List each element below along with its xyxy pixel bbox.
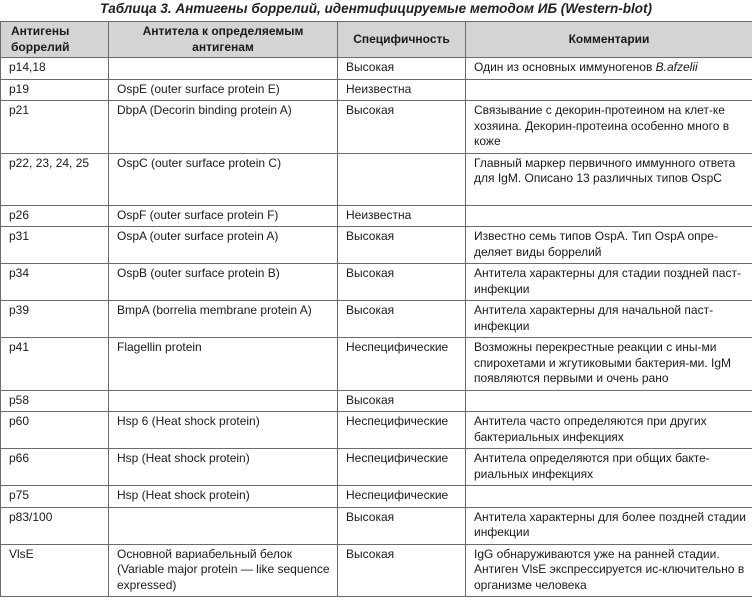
cell-comment [466, 58, 752, 80]
cell-antibody [109, 507, 338, 544]
cell-antigen-text: p58 [9, 392, 30, 407]
cell-antigen [1, 412, 109, 449]
cell-antibody-text: BmpA (borrelia membrane protein A) [117, 303, 312, 317]
cell-antigen [1, 264, 109, 301]
cell-antigen [1, 301, 109, 338]
table-row [1, 101, 752, 154]
cell-comment-text: Возможны перекрестные реакции с ины-ми спирохетами и жгутиковыми бактерия-ми. IgM появляются первыми и очень рано [474, 340, 732, 385]
table-row [1, 412, 752, 449]
cell-specificity [338, 101, 466, 154]
cell-specificity [338, 153, 466, 205]
cell-antibody [109, 264, 338, 301]
cell-specificity-text: Неизвестна [346, 81, 412, 96]
cell-antigen [1, 227, 109, 264]
cell-specificity-text: Высокая [346, 103, 395, 117]
cell-antibody-text: OspE (outer surface protein E) [117, 81, 280, 96]
cell-comment-text: Известно семь типов OspA. Тип OspA опре-деляет виды боррелий [474, 229, 718, 259]
table-row [1, 449, 752, 486]
cell-specificity-text: Неспецифические [346, 488, 449, 502]
cell-antibody-text: Hsp 6 (Heat shock protein) [117, 414, 260, 428]
cell-antigen-text: p66 [9, 451, 30, 465]
cell-antigen-text: p26 [9, 207, 30, 222]
cell-antibody-text: Hsp (Heat shock protein) [117, 488, 250, 502]
cell-specificity [338, 79, 466, 101]
cell-antibody [109, 449, 338, 486]
cell-antibody [109, 486, 338, 508]
table-caption: Таблица 3. Антигены боррелий, идентифицируемые методом ИБ (Western-blot) [99, 1, 653, 16]
cell-antigen [1, 58, 109, 80]
cell-antigen-text: p31 [9, 229, 30, 243]
cell-antigen [1, 507, 109, 544]
cell-specificity-text: Неспецифические [346, 451, 449, 465]
cell-antigen [1, 153, 109, 205]
cell-antibody [109, 338, 338, 391]
cell-antigen-text: p22, 23, 24, 25 [9, 155, 90, 170]
cell-antigen [1, 544, 109, 597]
cell-specificity-text: Неизвестна [346, 207, 412, 222]
cell-antibody [109, 101, 338, 154]
header-antibodies: Антитела к определяемым антигенам [109, 22, 338, 58]
cell-specificity [338, 264, 466, 301]
header-comments: Комментарии [466, 22, 752, 58]
cell-antigen-text: p19 [9, 81, 30, 96]
cell-specificity [338, 301, 466, 338]
table-row [1, 544, 752, 597]
cell-comment [466, 301, 752, 338]
cell-antibody-text: DbpA (Decorin binding protein A) [117, 103, 292, 117]
cell-comment [466, 79, 752, 101]
cell-comment [466, 449, 752, 486]
cell-comment [466, 390, 752, 412]
cell-comment-text: Антитела часто определяются при других бактериальных инфекциях [474, 414, 707, 444]
cell-comment-text: Один из основных иммуногенов [474, 60, 656, 74]
cell-comment [466, 153, 752, 205]
cell-antibody [109, 79, 338, 101]
cell-antigen-text: p41 [9, 340, 30, 354]
cell-comment-text: Связывание с декорин-протеином на клет-ке хозяина. Декорин-протеина особенно много в коже [474, 103, 730, 148]
cell-antibody-text: Hsp (Heat shock protein) [117, 451, 250, 465]
cell-antigen [1, 390, 109, 412]
cell-specificity [338, 544, 466, 597]
cell-comment [466, 264, 752, 301]
cell-antibody [109, 58, 338, 80]
cell-specificity-text: Неспецифические [346, 414, 449, 428]
header-specificity: Специфичность [338, 22, 466, 58]
cell-antigen-text: VlsE [9, 546, 34, 561]
cell-specificity-text: Высокая [346, 229, 395, 243]
cell-antibody [109, 301, 338, 338]
cell-antigen [1, 205, 109, 227]
cell-antigen [1, 486, 109, 508]
cell-antibody-text: OspA (outer surface protein A) [117, 229, 279, 243]
cell-antigen [1, 101, 109, 154]
cell-comment-text: Антитела характерны для стадии поздней паст-инфекции [474, 266, 741, 296]
antigens-table [0, 21, 752, 597]
cell-specificity [338, 507, 466, 544]
table-row [1, 58, 752, 80]
cell-specificity [338, 449, 466, 486]
cell-antigen [1, 449, 109, 486]
cell-specificity [338, 390, 466, 412]
table-body [1, 58, 752, 597]
table-row [1, 390, 752, 412]
cell-antigen-text: p34 [9, 266, 30, 280]
species-name: B.afzelii [655, 60, 698, 74]
table-row [1, 227, 752, 264]
table-row [1, 153, 752, 205]
cell-antibody [109, 205, 338, 227]
cell-specificity [338, 412, 466, 449]
cell-antibody-text: Основной вариабельный белок (Variable major protein — like sequence expressed) [117, 546, 330, 592]
cell-antibody-text: OspF (outer surface protein F) [117, 207, 279, 222]
cell-comment [466, 205, 752, 227]
cell-antibody [109, 390, 338, 412]
header-antigens: Антигены боррелий [1, 22, 109, 58]
cell-antibody [109, 153, 338, 205]
cell-specificity [338, 338, 466, 391]
cell-antigen-text: p83/100 [9, 509, 53, 524]
table-row [1, 205, 752, 227]
cell-specificity-text: Высокая [346, 303, 395, 317]
cell-antigen [1, 79, 109, 101]
cell-antibody [109, 227, 338, 264]
cell-antibody [109, 544, 338, 597]
cell-comment [466, 507, 752, 544]
cell-comment [466, 101, 752, 154]
cell-specificity-text: Высокая [346, 392, 395, 407]
table-row [1, 486, 752, 508]
table-header-row [1, 22, 752, 58]
table-row [1, 301, 752, 338]
cell-antigen-text: p14,18 [9, 60, 46, 74]
cell-antigen-text: p75 [9, 488, 30, 502]
cell-specificity [338, 227, 466, 264]
cell-comment [466, 412, 752, 449]
cell-comment-text: Главный маркер первичного иммунного ответа для IgM. Описано 13 различных типов OspC [474, 155, 736, 185]
cell-comment [466, 338, 752, 391]
cell-comment [466, 486, 752, 508]
cell-antigen [1, 338, 109, 391]
table-row [1, 338, 752, 391]
cell-comment-text: Антитела определяются при общих бакте-риальных инфекциях [474, 451, 710, 481]
table-row [1, 264, 752, 301]
cell-antigen-text: p60 [9, 414, 30, 428]
cell-antigen-text: p21 [9, 103, 30, 117]
cell-antigen-text: p39 [9, 303, 30, 317]
cell-antibody-text: Flagellin protein [117, 340, 202, 354]
cell-comment-text: Антитела характерны для начальной паст-инфекции [474, 303, 714, 333]
cell-antibody-text: OspB (outer surface protein B) [117, 266, 280, 280]
cell-antibody-text: OspC (outer surface protein C) [117, 155, 282, 170]
cell-comment-text: Антитела характерны для более поздней стадии инфекции [474, 509, 746, 539]
cell-specificity-text: Высокая [346, 60, 395, 74]
cell-specificity [338, 205, 466, 227]
cell-antibody [109, 412, 338, 449]
table-row [1, 79, 752, 101]
cell-specificity [338, 486, 466, 508]
cell-specificity-text: Высокая [346, 266, 395, 280]
cell-comment-text: IgG обнаруживаются уже на ранней стадии. Антиген VlsE экспрессируется ис-ключительно в организме человека [474, 546, 745, 592]
cell-specificity [338, 58, 466, 80]
cell-specificity-text: Высокая [346, 509, 395, 524]
cell-specificity-text: Неспецифические [346, 340, 449, 354]
cell-specificity-text: Высокая [346, 546, 395, 561]
cell-comment [466, 544, 752, 597]
cell-comment [466, 227, 752, 264]
table-row [1, 507, 752, 544]
